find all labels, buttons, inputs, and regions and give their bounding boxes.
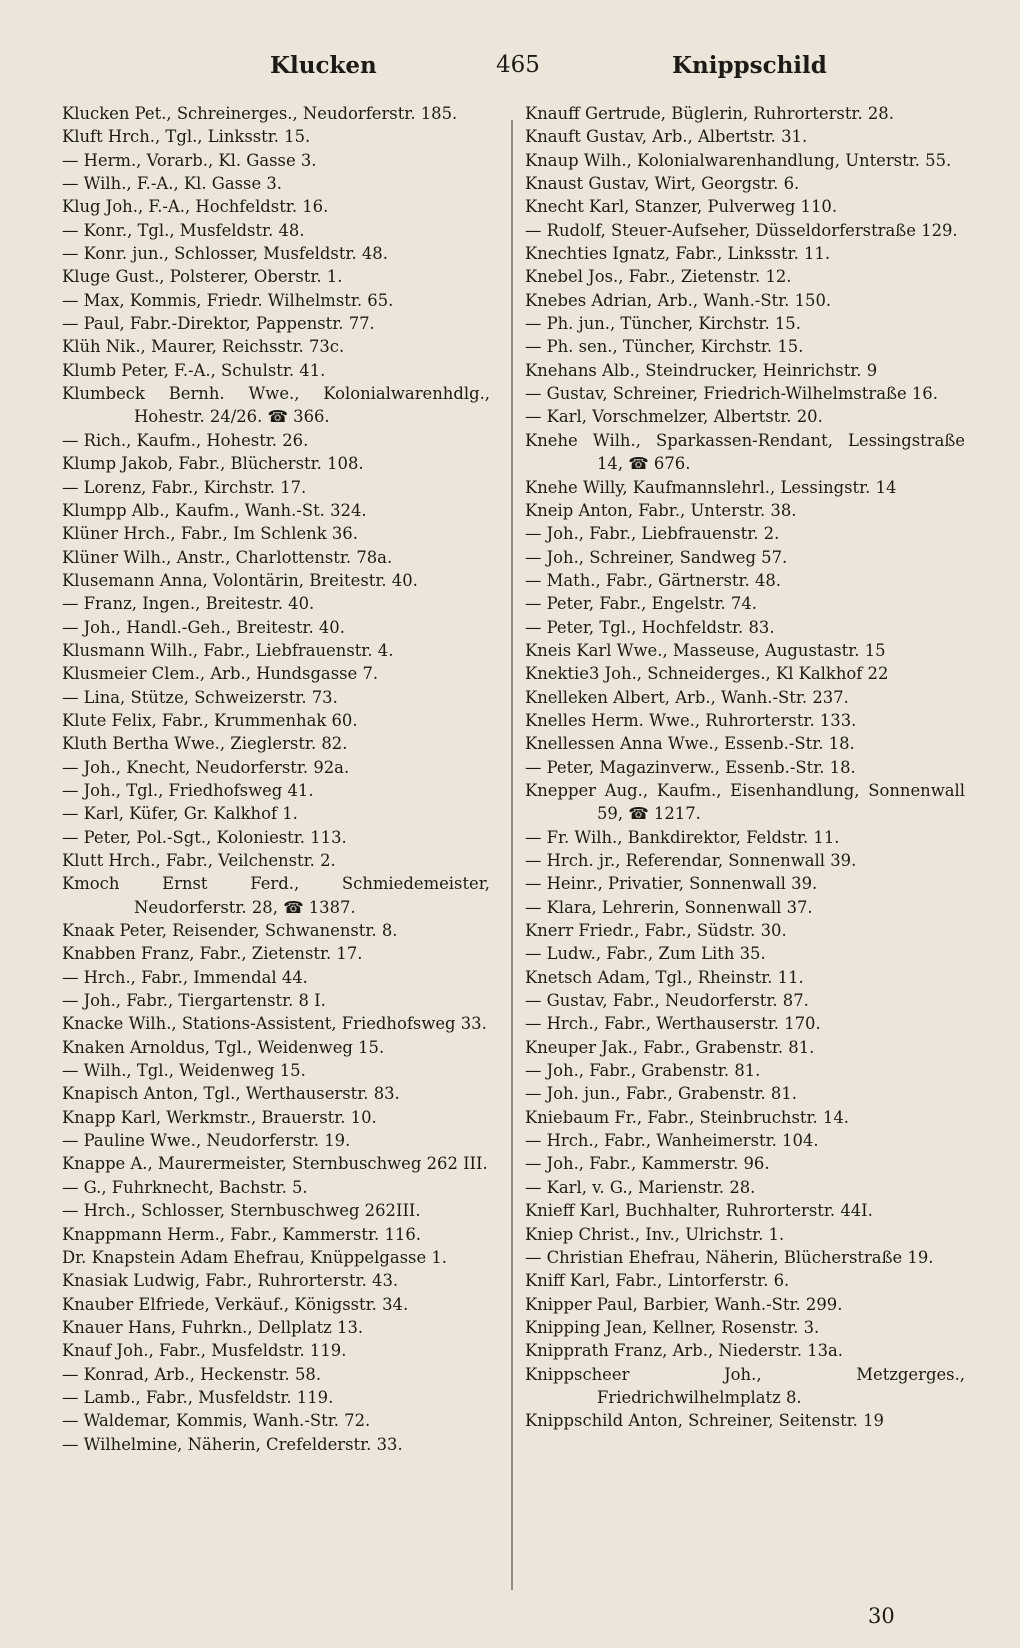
directory-entry: Kniebaum Fr., Fabr., Steinbruchstr. 14.: [525, 1107, 849, 1127]
directory-entry: — Christian Ehefrau, Näherin, Blücherstraße 19.: [525, 1247, 934, 1267]
directory-entry: — Peter, Fabr., Engelstr. 74.: [525, 594, 757, 614]
directory-entry: — Franz, Ingen., Breitestr. 40.: [62, 594, 315, 614]
directory-entry: Knaust Gustav, Wirt, Georgstr. 6.: [525, 174, 800, 194]
directory-entry: — Pauline Wwe., Neudorferstr. 19.: [62, 1131, 351, 1151]
directory-entry: — Lorenz, Fabr., Kirchstr. 17.: [62, 477, 307, 497]
directory-entry: Knasiak Ludwig, Fabr., Ruhrorterstr. 43.: [62, 1271, 399, 1291]
directory-entry: Knapisch Anton, Tgl., Werthauserstr. 83.: [62, 1084, 400, 1104]
directory-entry: Klüh Nik., Maurer, Reichsstr. 73c.: [62, 337, 345, 357]
directory-entry: — Joh., Schreiner, Sandweg 57.: [525, 547, 788, 567]
directory-entry: Knippschild Anton, Schreiner, Seitenstr. 19: [525, 1411, 884, 1431]
directory-entry: Knehans Alb., Steindrucker, Heinrichstr. 9: [525, 360, 878, 380]
header-page-number: 465: [496, 52, 540, 78]
directory-entry: Knebel Jos., Fabr., Zietenstr. 12.: [525, 267, 792, 287]
directory-entry: — Wilh., Tgl., Weidenweg 15.: [62, 1061, 306, 1081]
directory-entry: Kneis Karl Wwe., Masseuse, Augustastr. 15: [525, 640, 886, 660]
header-left-catchword: Klucken: [270, 52, 377, 79]
directory-entry: — Ph. jun., Tüncher, Kirchstr. 15.: [525, 314, 801, 334]
directory-entry: Kluge Gust., Polsterer, Oberstr. 1.: [62, 267, 343, 287]
directory-entry: Knipprath Franz, Arb., Niederstr. 13a.: [525, 1341, 843, 1361]
directory-entry: Knipping Jean, Kellner, Rosenstr. 3.: [525, 1317, 820, 1337]
directory-entry: Kniep Christ., Inv., Ulrichstr. 1.: [525, 1224, 785, 1244]
directory-entry: Knapp Karl, Werkmstr., Brauerstr. 10.: [62, 1107, 377, 1127]
directory-entry: — Paul, Fabr.-Direktor, Pappenstr. 77.: [62, 314, 375, 334]
directory-entry: Klusmann Wilh., Fabr., Liebfrauenstr. 4.: [62, 640, 394, 660]
right-column: [525, 102, 965, 1433]
directory-entry: — Konrad, Arb., Heckenstr. 58.: [62, 1364, 322, 1384]
directory-entry: Knauf Joh., Fabr., Musfeldstr. 119.: [62, 1341, 347, 1361]
directory-entry: Knaak Peter, Reisender, Schwanenstr. 8.: [62, 921, 398, 941]
directory-entry: — Hrch., Fabr., Immendal 44.: [62, 967, 308, 987]
directory-entry: Knaken Arnoldus, Tgl., Weidenweg 15.: [62, 1037, 385, 1057]
directory-entry: — Karl, Vorschmelzer, Albertstr. 20.: [525, 407, 823, 427]
directory-entry: Knektie3 Joh., Schneiderges., Kl Kalkhof 22: [525, 664, 889, 684]
directory-entry: Knetsch Adam, Tgl., Rheinstr. 11.: [525, 967, 804, 987]
directory-entry: Knellessen Anna Wwe., Essenb.-Str. 18.: [525, 734, 855, 754]
directory-entry: Knelleken Albert, Arb., Wanh.-Str. 237.: [525, 687, 849, 707]
directory-entry: Knaup Wilh., Kolonialwarenhandlung, Unterstr. 55.: [525, 150, 952, 170]
directory-entry: — Joh., Fabr., Grabenstr. 81.: [525, 1061, 761, 1081]
directory-entry: — Max, Kommis, Friedr. Wilhelmstr. 65.: [62, 290, 394, 310]
directory-entry: Kniff Karl, Fabr., Lintorferstr. 6.: [525, 1271, 790, 1291]
directory-entry: Knehe Wilh., Sparkassen-Rendant, Lessingstraße 14, ☎ 676.: [525, 430, 965, 474]
directory-entry: — G., Fuhrknecht, Bachstr. 5.: [62, 1177, 308, 1197]
directory-entry: — Peter, Tgl., Hochfeldstr. 83.: [525, 617, 775, 637]
directory-entry: Knauft Gustav, Arb., Albertstr. 31.: [525, 127, 808, 147]
directory-entry: Knappe A., Maurermeister, Sternbuschweg 262 III.: [62, 1154, 488, 1174]
directory-entry: Knappmann Herm., Fabr., Kammerstr. 116.: [62, 1224, 421, 1244]
directory-entry: Knebes Adrian, Arb., Wanh.-Str. 150.: [525, 290, 832, 310]
directory-entry: Klüner Wilh., Anstr., Charlottenstr. 78a.: [62, 547, 393, 567]
directory-entry: Knauer Hans, Fuhrkn., Dellplatz 13.: [62, 1317, 364, 1337]
directory-entry: Dr. Knapstein Adam Ehefrau, Knüppelgasse 1.: [62, 1247, 448, 1267]
directory-entry: Klumb Peter, F.-A., Schulstr. 41.: [62, 360, 326, 380]
directory-entry: Klusmeier Clem., Arb., Hundsgasse 7.: [62, 664, 379, 684]
directory-entry: Klucken Pet., Schreinerges., Neudorferstr. 185.: [62, 104, 458, 123]
directory-entry: — Hrch., Schlosser, Sternbuschweg 262III.: [62, 1201, 421, 1221]
directory-entry: — Ludw., Fabr., Zum Lith 35.: [525, 944, 766, 964]
directory-entry: — Herm., Vorarb., Kl. Gasse 3.: [62, 150, 317, 170]
directory-entry: — Gustav, Schreiner, Friedrich-Wilhelmstraße 16.: [525, 384, 938, 404]
directory-entry: Kmoch Ernst Ferd., Schmiedemeister, Neudorferstr. 28, ☎ 1387.: [62, 874, 490, 917]
directory-entry: Klug Joh., F.-A., Hochfeldstr. 16.: [62, 197, 329, 217]
directory-entry: — Joh., Fabr., Tiergartenstr. 8 I.: [62, 991, 326, 1011]
directory-entry: Klüner Hrch., Fabr., Im Schlenk 36.: [62, 524, 358, 544]
directory-entry: Knelles Herm. Wwe., Ruhrorterstr. 133.: [525, 710, 857, 730]
directory-entry: — Lamb., Fabr., Musfeldstr. 119.: [62, 1387, 334, 1407]
directory-entry: — Heinr., Privatier, Sonnenwall 39.: [525, 874, 818, 894]
directory-entry: — Gustav, Fabr., Neudorferstr. 87.: [525, 991, 809, 1011]
directory-entry: Knehe Willy, Kaufmannslehrl., Lessingstr. 14: [525, 477, 897, 497]
directory-entry: — Wilhelmine, Näherin, Crefelderstr. 33.: [62, 1434, 403, 1454]
directory-entry: Knieff Karl, Buchhalter, Ruhrorterstr. 44I.: [525, 1201, 873, 1221]
directory-entry: Klute Felix, Fabr., Krummenhak 60.: [62, 710, 358, 730]
directory-entry: — Ph. sen., Tüncher, Kirchstr. 15.: [525, 337, 804, 357]
directory-entry: Knabben Franz, Fabr., Zietenstr. 17.: [62, 944, 363, 964]
directory-entry: — Rich., Kaufm., Hohestr. 26.: [62, 430, 309, 450]
directory-entry: Klump Jakob, Fabr., Blücherstr. 108.: [62, 454, 364, 474]
directory-entry: — Karl, v. G., Marienstr. 28.: [525, 1177, 756, 1197]
directory-entry: Knerr Friedr., Fabr., Südstr. 30.: [525, 921, 787, 941]
directory-entry: Knauber Elfriede, Verkäuf., Königsstr. 34.: [62, 1294, 409, 1314]
directory-entry: — Klara, Lehrerin, Sonnenwall 37.: [525, 897, 813, 917]
directory-entry: — Wilh., F.-A., Kl. Gasse 3.: [62, 174, 283, 194]
directory-entry: Klutt Hrch., Fabr., Veilchenstr. 2.: [62, 851, 336, 870]
directory-entry: Knipper Paul, Barbier, Wanh.-Str. 299.: [525, 1294, 843, 1314]
directory-entry: Klusemann Anna, Volontärin, Breitestr. 40.: [62, 570, 418, 590]
directory-entry: — Joh., Handl.-Geh., Breitestr. 40.: [62, 617, 345, 637]
directory-entry: — Math., Fabr., Gärtnerstr. 48.: [525, 570, 782, 590]
directory-entry: — Joh., Knecht, Neudorferstr. 92a.: [62, 757, 350, 777]
directory-entry: Klumbeck Bernh. Wwe., Kolonialwarenhdlg., Hohestr. 24/26. ☎ 366.: [62, 384, 490, 427]
directory-entry: — Hrch., Fabr., Wanheimerstr. 104.: [525, 1131, 819, 1151]
directory-entry: Kneip Anton, Fabr., Unterstr. 38.: [525, 500, 797, 520]
directory-entry: — Joh., Tgl., Friedhofsweg 41.: [62, 780, 314, 800]
directory-entry: Knepper Aug., Kaufm., Eisenhandlung, Sonnenwall 59, ☎ 1217.: [525, 780, 965, 824]
directory-entry: Klumpp Alb., Kaufm., Wanh.-St. 324.: [62, 500, 367, 520]
directory-entry: — Konr. jun., Schlosser, Musfeldstr. 48.: [62, 244, 388, 264]
directory-entry: Knecht Karl, Stanzer, Pulverweg 110.: [525, 197, 838, 217]
directory-entry: — Lina, Stütze, Schweizerstr. 73.: [62, 687, 338, 707]
directory-entry: — Konr., Tgl., Musfeldstr. 48.: [62, 220, 305, 240]
directory-entry: — Peter, Pol.-Sgt., Koloniestr. 113.: [62, 827, 347, 847]
directory-entry: — Rudolf, Steuer-Aufseher, Düsseldorferstraße 129.: [525, 220, 958, 240]
left-column: [62, 102, 490, 1456]
footer-page-marker: 30: [868, 1604, 895, 1628]
directory-entry: Knauff Gertrude, Büglerin, Ruhrorterstr. 28.: [525, 104, 894, 123]
header-right-catchword: Knippschild: [672, 52, 827, 79]
directory-entry: — Waldemar, Kommis, Wanh.-Str. 72.: [62, 1411, 371, 1431]
directory-entry: — Hrch., Fabr., Werthauserstr. 170.: [525, 1014, 821, 1034]
column-divider: [511, 120, 513, 1590]
directory-entry: — Fr. Wilh., Bankdirektor, Feldstr. 11.: [525, 827, 840, 847]
directory-entry: — Joh., Fabr., Kammerstr. 96.: [525, 1154, 770, 1174]
directory-entry: — Hrch. jr., Referendar, Sonnenwall 39.: [525, 851, 857, 870]
directory-entry: — Joh., Fabr., Liebfrauenstr. 2.: [525, 524, 780, 544]
directory-entry: Kneuper Jak., Fabr., Grabenstr. 81.: [525, 1037, 815, 1057]
page-header: [0, 52, 1020, 88]
directory-entry: Knechties Ignatz, Fabr., Linksstr. 11.: [525, 244, 831, 264]
directory-entry: — Joh. jun., Fabr., Grabenstr. 81.: [525, 1084, 797, 1104]
directory-entry: — Peter, Magazinverw., Essenb.-Str. 18.: [525, 757, 856, 777]
directory-entry: Knippscheer Joh., Metzgerges., Friedrichwilhelmplatz 8.: [525, 1364, 965, 1407]
directory-entry: — Karl, Küfer, Gr. Kalkhof 1.: [62, 804, 298, 824]
directory-entry: Kluth Bertha Wwe., Zieglerstr. 82.: [62, 734, 348, 754]
directory-entry: Kluft Hrch., Tgl., Linksstr. 15.: [62, 127, 311, 147]
directory-entry: Knacke Wilh., Stations-Assistent, Friedhofsweg 33.: [62, 1014, 487, 1034]
